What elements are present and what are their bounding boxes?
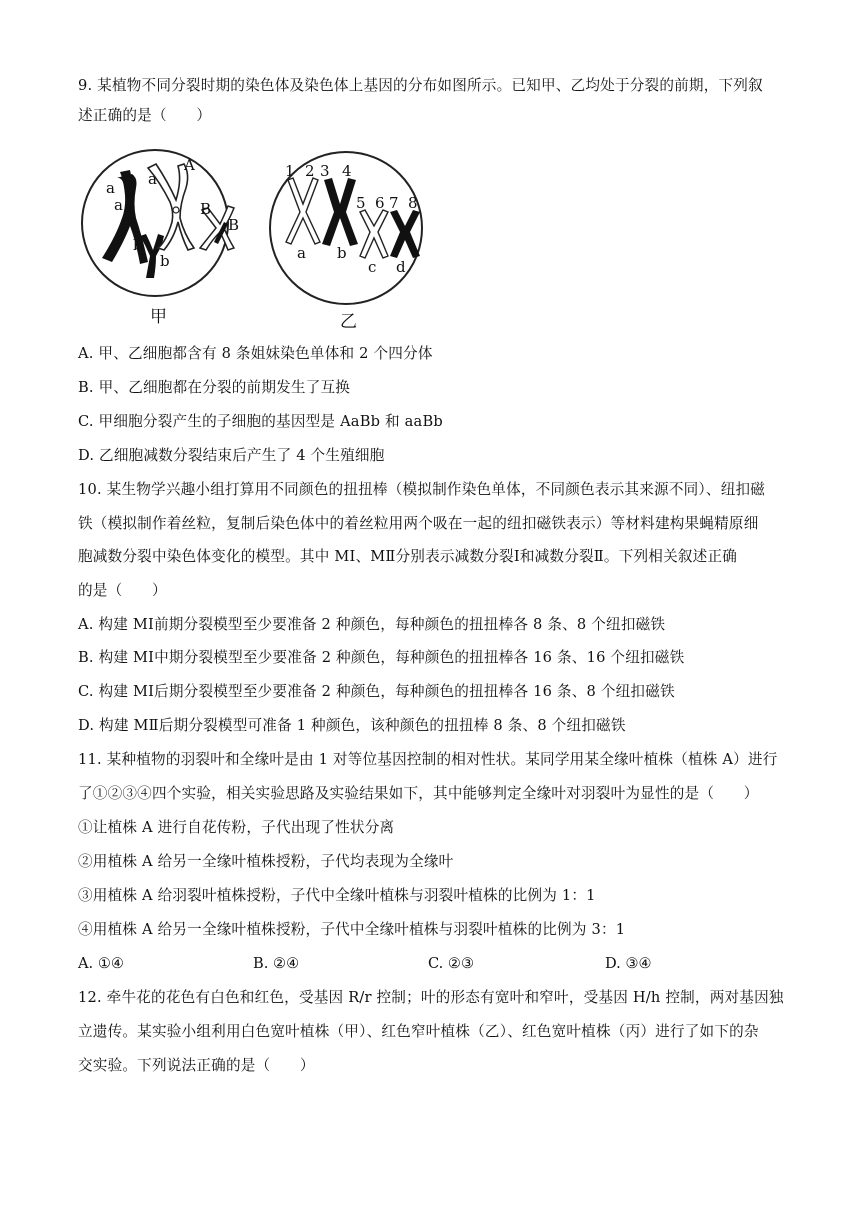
- q11-option-a: A. ①④: [78, 955, 124, 972]
- yi-gene-a: a: [297, 244, 306, 262]
- q11-option-d: D. ③④: [605, 955, 652, 972]
- jia-gene-label-1: a: [106, 179, 115, 197]
- jia-gene-label-4: a: [148, 170, 157, 188]
- q10-option-a: A. 构建 MⅠ前期分裂模型至少要准备 2 种颜色，每种颜色的扭扭棒各 8 条、8 个纽扣磁铁: [78, 616, 666, 633]
- yi-chromosome-1-2: [286, 178, 320, 244]
- yi-number-4: 4: [342, 162, 352, 180]
- jia-gene-label-5: B: [200, 200, 212, 218]
- q11-experiment-4: ④用植株 A 给另一全缘叶植株授粉，子代中全缘叶植株与羽裂叶植株的比例为 3：1: [78, 921, 626, 938]
- yi-number-6: 6: [375, 194, 385, 212]
- yi-number-3: 3: [320, 162, 330, 180]
- q9-option-d: D. 乙细胞减数分裂结束后产生了 4 个生殖细胞: [78, 447, 385, 464]
- q11-stem-line1: 11. 某种植物的羽裂叶和全缘叶是由 1 对等位基因控制的相对性状。某同学用某全缘叶植株（植株 A）进行: [78, 751, 778, 768]
- q9-option-b: B. 甲、乙细胞都在分裂的前期发生了互换: [78, 379, 351, 396]
- q10-stem-line1: 10. 某生物学兴趣小组打算用不同颜色的扭扭棒（模拟制作染色单体，不同颜色表示其来源不同）、纽扣磁: [78, 481, 766, 498]
- q12-stem-line2: 立遗传。某实验小组利用白色宽叶植株（甲）、红色窄叶植株（乙）、红色宽叶植株（丙）进行了如下的杂: [78, 1023, 759, 1040]
- q11-experiment-1: ①让植株 A 进行自花传粉，子代出现了性状分离: [78, 819, 395, 836]
- jia-gene-label-6: B: [228, 216, 240, 234]
- yi-chromosome-7-8: [390, 210, 420, 258]
- yi-number-1: 1: [285, 162, 295, 180]
- q11-experiment-3: ③用植株 A 给羽裂叶植株授粉，子代中全缘叶植株与羽裂叶植株的比例为 1：1: [78, 887, 596, 904]
- q12-stem-line3: 交实验。下列说法正确的是（ ）: [78, 1057, 315, 1074]
- q10-stem-line3: 胞减数分裂中染色体变化的模型。其中 MⅠ、MⅡ分别表示减数分裂Ⅰ和减数分裂Ⅱ。下列相关叙述正确: [78, 548, 738, 565]
- q11-option-b: B. ②④: [253, 955, 300, 972]
- jia-gene-label-8: b: [160, 252, 170, 270]
- q10-option-b: B. 构建 MⅠ中期分裂模型至少要准备 2 种颜色，每种颜色的扭扭棒各 16 条、16 个纽扣磁铁: [78, 649, 685, 666]
- q11-stem-line2: 了①②③④四个实验，相关实验思路及实验结果如下，其中能够判定全缘叶对羽裂叶为显性的是（ ）: [78, 785, 759, 802]
- q12-stem-line1: 12. 牵牛花的花色有白色和红色，受基因 R/r 控制；叶的形态有宽叶和窄叶，受基因 H/h 控制，两对基因独: [78, 989, 784, 1006]
- q10-option-c: C. 构建 MⅠ后期分裂模型至少要准备 2 种颜色，每种颜色的扭扭棒各 16 条、8 个纽扣磁铁: [78, 683, 675, 700]
- q9-stem-line2: 述正确的是（ ）: [78, 107, 212, 124]
- yi-gene-b: b: [337, 244, 347, 262]
- yi-gene-d: d: [396, 258, 406, 276]
- q11-experiment-2: ②用植株 A 给另一全缘叶植株授粉，子代均表现为全缘叶: [78, 853, 454, 870]
- yi-number-2: 2: [305, 162, 315, 180]
- jia-centromere-white: [173, 207, 179, 213]
- yi-number-5: 5: [356, 194, 366, 212]
- yi-number-7: 7: [389, 194, 399, 212]
- yi-chromosome-5-6: [360, 210, 388, 258]
- jia-gene-label-7: b: [133, 236, 143, 254]
- yi-chromosome-3-4: [322, 178, 358, 246]
- yi-number-8: 8: [408, 194, 418, 212]
- cell-jia-label: 甲: [150, 307, 167, 327]
- q10-option-d: D. 构建 MⅡ后期分裂模型可准备 1 种颜色，该种颜色的扭扭棒 8 条、8 个纽扣磁铁: [78, 717, 626, 734]
- q9-cell-figure: [78, 138, 438, 338]
- q10-stem-line2: 铁（模拟制作着丝粒，复制后染色体中的着丝粒用两个吸在一起的纽扣磁铁表示）等材料建构果蝇精原细: [78, 515, 759, 532]
- q10-stem-line4: 的是（ ）: [78, 582, 167, 599]
- q9-option-c: C. 甲细胞分裂产生的子细胞的基因型是 AaBb 和 aaBb: [78, 413, 443, 430]
- q9-option-a: A. 甲、乙细胞都含有 8 条姐妹染色单体和 2 个四分体: [78, 345, 433, 362]
- q9-stem-line1: 9. 某植物不同分裂时期的染色体及染色体上基因的分布如图所示。已知甲、乙均处于分裂的前期，下列叙: [78, 77, 763, 94]
- yi-gene-c: c: [368, 258, 377, 276]
- q11-option-c: C. ②③: [428, 955, 475, 972]
- jia-gene-label-2: a: [114, 196, 123, 214]
- cell-yi-label: 乙: [340, 312, 357, 332]
- chromosome-diagram: [78, 138, 438, 338]
- jia-gene-label-3: A: [184, 156, 195, 174]
